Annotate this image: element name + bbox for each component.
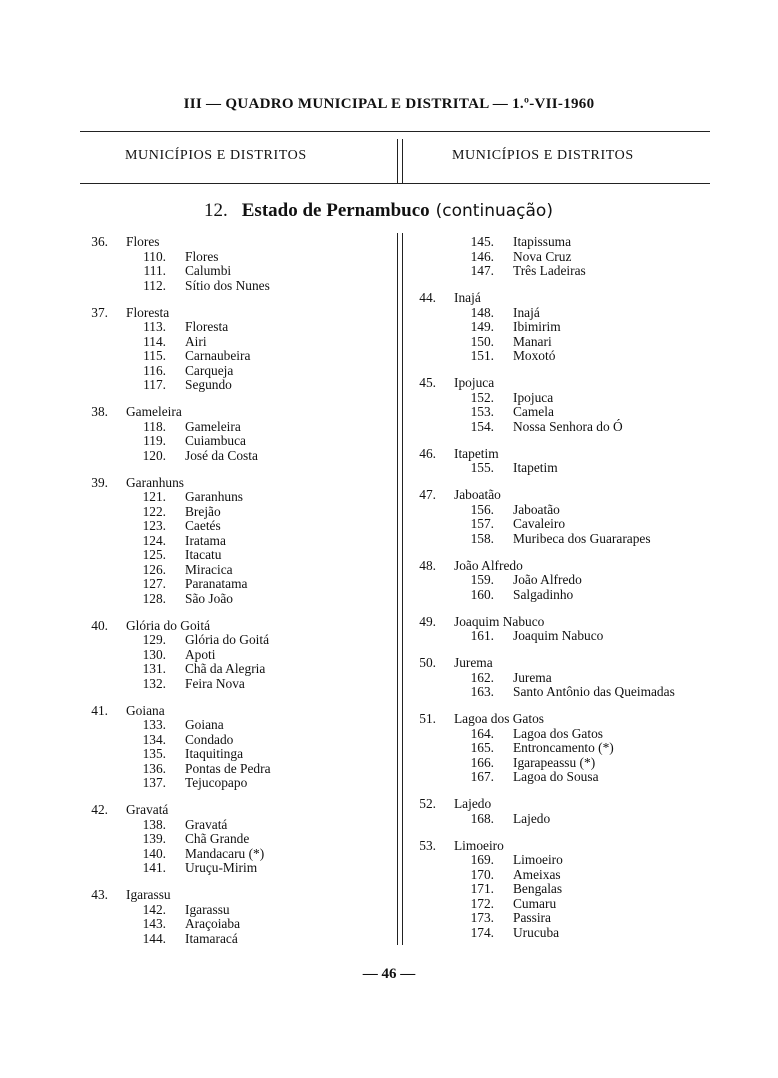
district-number: 161.	[470, 628, 494, 643]
district-number: 119.	[143, 433, 166, 448]
municipality-row	[410, 447, 740, 462]
district-row	[410, 349, 740, 364]
district-number: 136.	[142, 760, 166, 776]
district-number: 155.	[470, 460, 494, 475]
district-number: 150.	[470, 333, 494, 349]
municipality-name: Garanhuns	[126, 474, 185, 490]
municipality-number: 37.	[91, 304, 108, 320]
district-row	[82, 490, 382, 505]
municipality-row	[82, 235, 382, 250]
district-name: Airi	[185, 333, 207, 349]
municipality-number: 43.	[91, 887, 108, 902]
district-row	[410, 588, 740, 603]
district-row	[410, 420, 740, 435]
district-number: 111.	[143, 263, 166, 278]
municipality-block	[82, 619, 382, 692]
municipality-name: Joaquim Nabuco	[454, 613, 545, 629]
district-name: Limoeiro	[513, 852, 563, 867]
district-number: 131.	[142, 661, 166, 676]
district-row	[82, 718, 382, 733]
district-name: Ameixas	[513, 866, 561, 882]
municipality-block	[82, 704, 382, 791]
district-number: 153.	[470, 404, 494, 419]
municipality-block	[82, 405, 382, 463]
municipality-row	[410, 797, 740, 812]
district-number: 118.	[143, 418, 166, 434]
district-name: Ibimirim	[513, 319, 561, 334]
district-number: 128.	[142, 590, 166, 606]
municipality-block	[82, 306, 382, 393]
municipality-number: 51.	[419, 711, 436, 726]
district-name: Itapissuma	[513, 234, 572, 249]
district-row	[410, 812, 740, 827]
municipality-block	[82, 235, 382, 293]
district-row	[82, 677, 382, 692]
district-name: Camela	[513, 404, 554, 419]
municipality-row	[410, 488, 740, 503]
municipality-number: 48.	[419, 557, 436, 573]
district-number: 113.	[143, 319, 166, 334]
district-row	[82, 648, 382, 663]
district-row	[82, 264, 382, 279]
district-number: 129.	[142, 632, 166, 647]
district-name: Chã Grande	[185, 831, 250, 846]
district-row	[410, 629, 740, 644]
district-name: Cavaleiro	[513, 516, 566, 531]
district-number: 151.	[470, 348, 494, 363]
municipality-name: Floresta	[126, 304, 170, 320]
district-row	[82, 335, 382, 350]
district-row	[82, 349, 382, 364]
district-number: 169.	[470, 852, 494, 867]
district-name: Bengalas	[513, 881, 563, 896]
district-name: Uruçu-Mirim	[185, 860, 258, 875]
district-name: Nossa Senhora do Ó	[513, 418, 623, 434]
municipality-row	[410, 559, 740, 574]
district-number: 170.	[470, 866, 494, 882]
district-number: 138.	[142, 816, 166, 832]
district-name: José da Costa	[185, 447, 258, 463]
district-name: Chã da Alegria	[185, 661, 266, 676]
district-number: 110.	[143, 248, 166, 264]
municipality-number: 52.	[419, 796, 436, 811]
district-row	[82, 378, 382, 393]
district-number: 120.	[142, 447, 166, 463]
district-name: Tejucopapo	[185, 775, 248, 790]
district-number: 164.	[470, 725, 494, 741]
municipality-name: Inajá	[454, 290, 481, 305]
state-name: Estado de Pernambuco	[241, 200, 430, 221]
district-name: Urucuba	[513, 924, 560, 940]
state-title	[204, 200, 553, 222]
municipality-name: Jaboatão	[454, 487, 501, 502]
district-name: Garanhuns	[185, 489, 244, 504]
district-number: 124.	[142, 532, 166, 548]
page-number: — 46 —	[362, 966, 416, 982]
district-number: 121.	[142, 489, 166, 504]
district-number: 144.	[142, 930, 166, 946]
district-number: 171.	[470, 881, 494, 896]
district-row	[82, 733, 382, 748]
municipality-row	[82, 619, 382, 634]
municipality-number: 39.	[91, 474, 108, 490]
municipality-row	[410, 839, 740, 854]
district-row	[410, 264, 740, 279]
district-row	[410, 306, 740, 321]
municipality-number: 50.	[419, 655, 436, 670]
district-row	[82, 747, 382, 762]
district-row	[82, 592, 382, 607]
municipality-number: 38.	[91, 404, 108, 419]
district-name: Sítio dos Nunes	[185, 277, 270, 293]
district-number: 125.	[142, 547, 166, 562]
municipality-row	[82, 704, 382, 719]
district-number: 141.	[142, 860, 166, 875]
municipality-block	[82, 476, 382, 607]
district-name: Lagoa do Sousa	[513, 769, 599, 784]
district-name: Salgadinho	[513, 586, 574, 602]
district-row	[82, 505, 382, 520]
district-row	[410, 897, 740, 912]
district-number: 174.	[470, 924, 494, 940]
municipality-block	[410, 235, 740, 279]
district-row	[82, 519, 382, 534]
district-name: Três Ladeiras	[513, 263, 586, 278]
district-number: 152.	[470, 389, 494, 405]
district-number: 123.	[142, 518, 166, 533]
district-number: 132.	[142, 675, 166, 691]
municipality-block	[410, 615, 740, 644]
municipality-block	[410, 291, 740, 364]
district-row	[410, 868, 740, 883]
district-name: Condado	[185, 731, 234, 747]
district-number: 112.	[143, 277, 166, 293]
district-number: 163.	[470, 684, 494, 699]
district-row	[82, 917, 382, 932]
district-name: Itaquitinga	[185, 746, 244, 761]
district-row	[410, 911, 740, 926]
district-name: Itacatu	[185, 547, 222, 562]
district-row	[410, 320, 740, 335]
district-name: Glória do Goitá	[185, 632, 270, 647]
district-number: 158.	[470, 530, 494, 546]
district-name: Manari	[513, 333, 552, 349]
municipality-number: 45.	[419, 375, 436, 390]
district-name: Lagoa dos Gatos	[513, 725, 603, 741]
district-name: Ipojuca	[513, 389, 554, 405]
district-row	[82, 832, 382, 847]
district-row	[410, 391, 740, 406]
municipality-name: Gameleira	[126, 404, 182, 419]
municipality-name: Itapetim	[454, 445, 499, 461]
column-divider	[397, 233, 403, 945]
district-name: Igarapeassu (*)	[513, 754, 596, 770]
district-name: Moxotó	[513, 348, 556, 363]
municipality-row	[410, 615, 740, 630]
district-row	[410, 741, 740, 756]
municipality-number: 41.	[91, 702, 108, 718]
district-number: 133.	[142, 717, 166, 732]
district-name: Goiana	[185, 717, 224, 732]
district-row	[410, 235, 740, 250]
column-divider-header	[397, 139, 403, 183]
district-number: 156.	[470, 501, 494, 517]
district-number: 114.	[143, 333, 166, 349]
district-row	[410, 405, 740, 420]
district-number: 145.	[470, 234, 494, 249]
district-number: 160.	[470, 586, 494, 602]
municipality-number: 53.	[419, 837, 436, 853]
district-row	[82, 449, 382, 464]
district-number: 135.	[142, 746, 166, 761]
municipality-number: 46.	[419, 445, 436, 461]
district-number: 168.	[470, 810, 494, 826]
column-heading-right: MUNICÍPIOS E DISTRITOS	[452, 148, 634, 163]
district-number: 154.	[470, 418, 494, 434]
district-number: 143.	[142, 916, 166, 931]
district-row	[410, 727, 740, 742]
district-row	[82, 633, 382, 648]
district-number: 172.	[470, 895, 494, 911]
municipality-block	[410, 712, 740, 785]
district-name: Cuiambuca	[185, 433, 246, 448]
municipality-row	[82, 405, 382, 420]
district-name: Miracica	[185, 561, 233, 577]
municipality-block	[82, 888, 382, 946]
district-number: 115.	[143, 348, 166, 363]
municipality-name: Igarassu	[126, 887, 171, 902]
municipality-number: 49.	[419, 613, 436, 629]
district-row	[82, 662, 382, 677]
district-name: Carnaubeira	[185, 348, 251, 363]
municipality-row	[410, 712, 740, 727]
municipality-row	[82, 888, 382, 903]
municipality-row	[410, 376, 740, 391]
municipality-number: 42.	[91, 802, 108, 817]
district-number: 134.	[142, 731, 166, 747]
district-number: 146.	[470, 248, 494, 264]
district-name: Muribeca dos Guararapes	[513, 530, 651, 546]
municipality-name: Jurema	[454, 655, 493, 670]
district-row	[410, 853, 740, 868]
district-name: Iratama	[185, 532, 226, 548]
municipality-name: Flores	[126, 234, 160, 249]
district-row	[82, 250, 382, 265]
district-number: 166.	[470, 754, 494, 770]
district-name: Itapetim	[513, 460, 558, 475]
district-name: Jurema	[513, 669, 552, 685]
district-name: Lajedo	[513, 810, 551, 826]
district-name: Brejão	[185, 503, 221, 519]
district-number: 139.	[142, 831, 166, 846]
page-header-title: III — QUADRO MUNICIPAL E DISTRITAL — 1.º-VII-1960	[183, 96, 595, 112]
district-name: Araçoiaba	[185, 916, 241, 931]
district-row	[82, 434, 382, 449]
district-row	[82, 279, 382, 294]
district-number: 130.	[142, 646, 166, 662]
district-number: 157.	[470, 516, 494, 531]
district-name: Nova Cruz	[513, 248, 572, 264]
district-number: 116.	[143, 362, 166, 378]
district-number: 137.	[142, 775, 166, 790]
district-number: 126.	[142, 561, 166, 577]
district-name: Calumbi	[185, 263, 232, 278]
district-number: 162.	[470, 669, 494, 685]
district-row	[82, 818, 382, 833]
district-name: Mandacaru (*)	[185, 845, 265, 861]
district-name: Caetés	[185, 518, 221, 533]
municipality-row	[82, 306, 382, 321]
district-number: 167.	[470, 769, 494, 784]
district-row	[82, 847, 382, 862]
district-name: São João	[185, 590, 233, 606]
district-name: Segundo	[185, 377, 232, 392]
district-row	[410, 461, 740, 476]
state-number: 12.	[204, 200, 228, 221]
district-number: 159.	[470, 572, 494, 587]
municipality-number: 47.	[419, 487, 436, 502]
municipality-block	[410, 559, 740, 603]
municipality-number: 44.	[419, 290, 436, 305]
municipality-name: Ipojuca	[454, 375, 495, 390]
municipality-block	[410, 488, 740, 546]
district-name: Cumaru	[513, 895, 557, 911]
district-row	[410, 532, 740, 547]
municipality-row	[82, 803, 382, 818]
district-name: Flores	[185, 248, 219, 264]
municipality-block	[410, 797, 740, 826]
district-row	[82, 563, 382, 578]
municipality-block	[82, 803, 382, 876]
municipality-name: Limoeiro	[454, 837, 504, 853]
district-name: Santo Antônio das Queimadas	[513, 684, 675, 699]
district-row	[410, 250, 740, 265]
district-name: Floresta	[185, 319, 229, 334]
municipality-name: João Alfredo	[454, 557, 523, 573]
municipality-block	[410, 839, 740, 941]
district-name: Apoti	[185, 646, 216, 662]
municipality-number: 36.	[91, 234, 108, 249]
district-number: 148.	[470, 304, 494, 320]
district-name: Inajá	[513, 304, 540, 320]
district-number: 127.	[142, 576, 166, 591]
column-heading-left: MUNICÍPIOS E DISTRITOS	[125, 148, 307, 163]
district-number: 122.	[142, 503, 166, 519]
district-name: Jaboatão	[513, 501, 560, 517]
district-row	[82, 762, 382, 777]
district-row	[410, 926, 740, 941]
municipality-row	[410, 656, 740, 671]
left-column	[82, 235, 382, 959]
municipality-name: Lajedo	[454, 796, 492, 811]
district-row	[410, 770, 740, 785]
municipality-row	[82, 476, 382, 491]
municipality-block	[410, 376, 740, 434]
district-row	[410, 685, 740, 700]
district-name: Joaquim Nabuco	[513, 628, 604, 643]
column-heading-rule	[80, 183, 710, 184]
district-name: Paranatama	[185, 576, 248, 591]
district-name: Pontas de Pedra	[185, 760, 271, 776]
district-row	[82, 861, 382, 876]
district-row	[82, 364, 382, 379]
district-number: 117.	[143, 377, 166, 392]
district-row	[410, 882, 740, 897]
district-name: Passira	[513, 910, 551, 925]
municipality-name: Lagoa dos Gatos	[454, 711, 544, 726]
district-row	[410, 335, 740, 350]
municipality-name: Goiana	[126, 702, 165, 718]
right-column	[410, 235, 740, 953]
district-number: 142.	[142, 901, 166, 917]
district-name: Gameleira	[185, 418, 241, 434]
district-name: Igarassu	[185, 901, 230, 917]
district-row	[410, 503, 740, 518]
district-number: 140.	[142, 845, 166, 861]
district-number: 147.	[470, 263, 494, 278]
state-continuation: (continuação)	[435, 201, 553, 221]
header-rule	[80, 131, 710, 132]
district-name: Itamaracá	[185, 930, 238, 946]
district-row	[410, 756, 740, 771]
district-row	[410, 517, 740, 532]
district-row	[82, 320, 382, 335]
district-row	[410, 573, 740, 588]
district-name: Carqueja	[185, 362, 234, 378]
district-row	[82, 534, 382, 549]
district-name: Feira Nova	[185, 675, 245, 691]
municipality-row	[410, 291, 740, 306]
municipality-name: Gravatá	[126, 802, 169, 817]
district-row	[82, 776, 382, 791]
district-name: Gravatá	[185, 816, 228, 832]
municipality-block	[410, 447, 740, 476]
municipality-number: 40.	[91, 617, 108, 633]
district-row	[410, 671, 740, 686]
district-row	[82, 932, 382, 947]
district-number: 173.	[470, 910, 494, 925]
municipality-name: Glória do Goitá	[126, 617, 211, 633]
district-row	[82, 903, 382, 918]
district-name: João Alfredo	[513, 572, 582, 587]
district-row	[82, 420, 382, 435]
district-number: 165.	[470, 740, 494, 755]
district-number: 149.	[470, 319, 494, 334]
district-row	[82, 577, 382, 592]
municipality-block	[410, 656, 740, 700]
district-name: Entroncamento (*)	[513, 740, 614, 755]
district-row	[82, 548, 382, 563]
